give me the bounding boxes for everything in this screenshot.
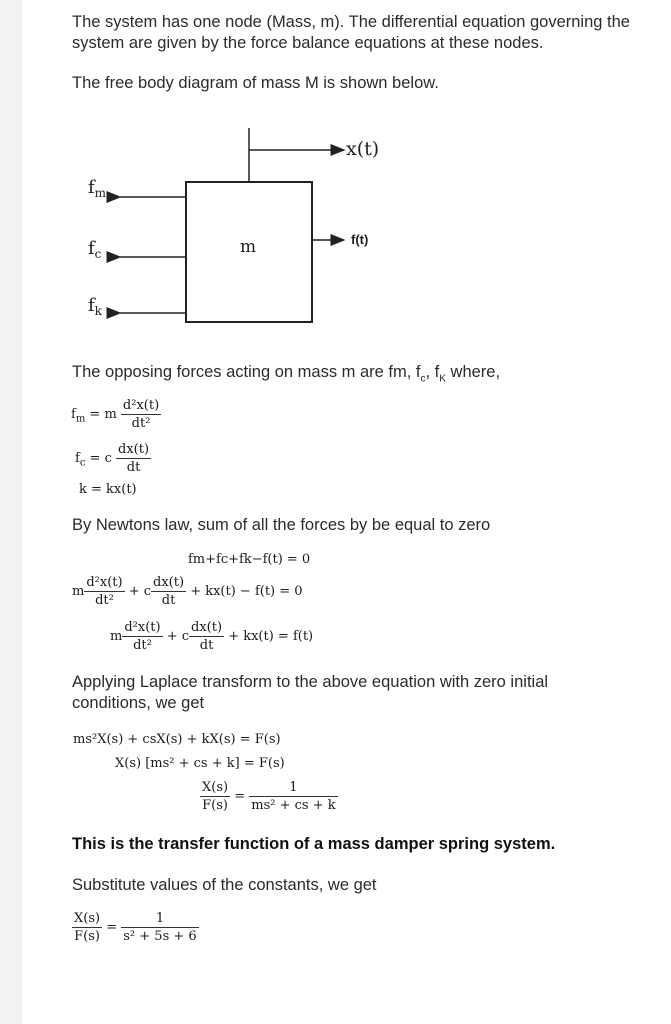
transfer-function-statement: This is the transfer function of a mass damper spring system.: [72, 835, 556, 853]
intro-line-2: system are given by the force balance equations at these nodes.: [72, 34, 544, 52]
solution-page: [22, 0, 671, 1024]
fm-label: $f_m$: [88, 177, 107, 200]
newton-law-text: By Newtons law, sum of all the forces by be equal to zero: [72, 516, 491, 534]
opposing-forces-text: The opposing forces acting on mass m are fm, $f_c$, $f_K$ where,: [72, 363, 501, 385]
force-sum-equation: fm+fc+fk−f(t) = 0: [188, 552, 311, 567]
intro-line-1: The system has one node (Mass, m). The differential equation governing the: [72, 13, 630, 31]
transfer-function-final: $\frac{X(s)}{F(s)}$ = $\frac{1}{\text{s² + 5s + 6}}$: [74, 911, 197, 944]
fc-label: $f_c$: [88, 238, 102, 261]
substitute-text: Substitute values of the constants, we get: [72, 876, 377, 894]
fm-definition: $f_m = m$ $\frac{\text{d²x(t)}}{\text{dt²}}$: [71, 398, 160, 431]
laplace-line-1: Applying Laplace transform to the above equation with zero initial: [72, 673, 549, 691]
intro-line-3: The free body diagram of mass M is shown below.: [72, 74, 439, 92]
laplace-line-2: conditions, we get: [72, 694, 205, 712]
displacement-label: x(t): [346, 138, 380, 160]
mass-label: m: [240, 237, 257, 257]
fc-definition: $f_c = c$ $\frac{dx(t)}{dt}$: [75, 442, 150, 475]
laplace-equation-2: X(s) [ms² + cs + k] = F(s): [115, 756, 285, 771]
force-label: f(t): [351, 232, 369, 247]
k-definition: k = kx(t): [79, 482, 137, 497]
transfer-function-general: $\frac{X(s)}{F(s)}$ = $\frac{1}{\text{ms² + cs + k}}$: [202, 780, 336, 813]
fk-label: $f_k$: [88, 295, 102, 318]
laplace-equation-1: ms²X(s) + csX(s) + kX(s) = F(s): [73, 732, 281, 747]
ode-equation-2: m $\frac{\text{d²x(t)}}{\text{dt²}}$ + c $\frac{dx(t)}{dt}$ + kx(t) = f(t): [110, 620, 314, 653]
free-body-diagram: [22, 0, 671, 340]
ode-equation-1: m $\frac{\text{d²x(t)}}{\text{dt²}}$ + c $\frac{dx(t)}{dt}$ + kx(t) − f(t) = 0: [72, 575, 303, 608]
